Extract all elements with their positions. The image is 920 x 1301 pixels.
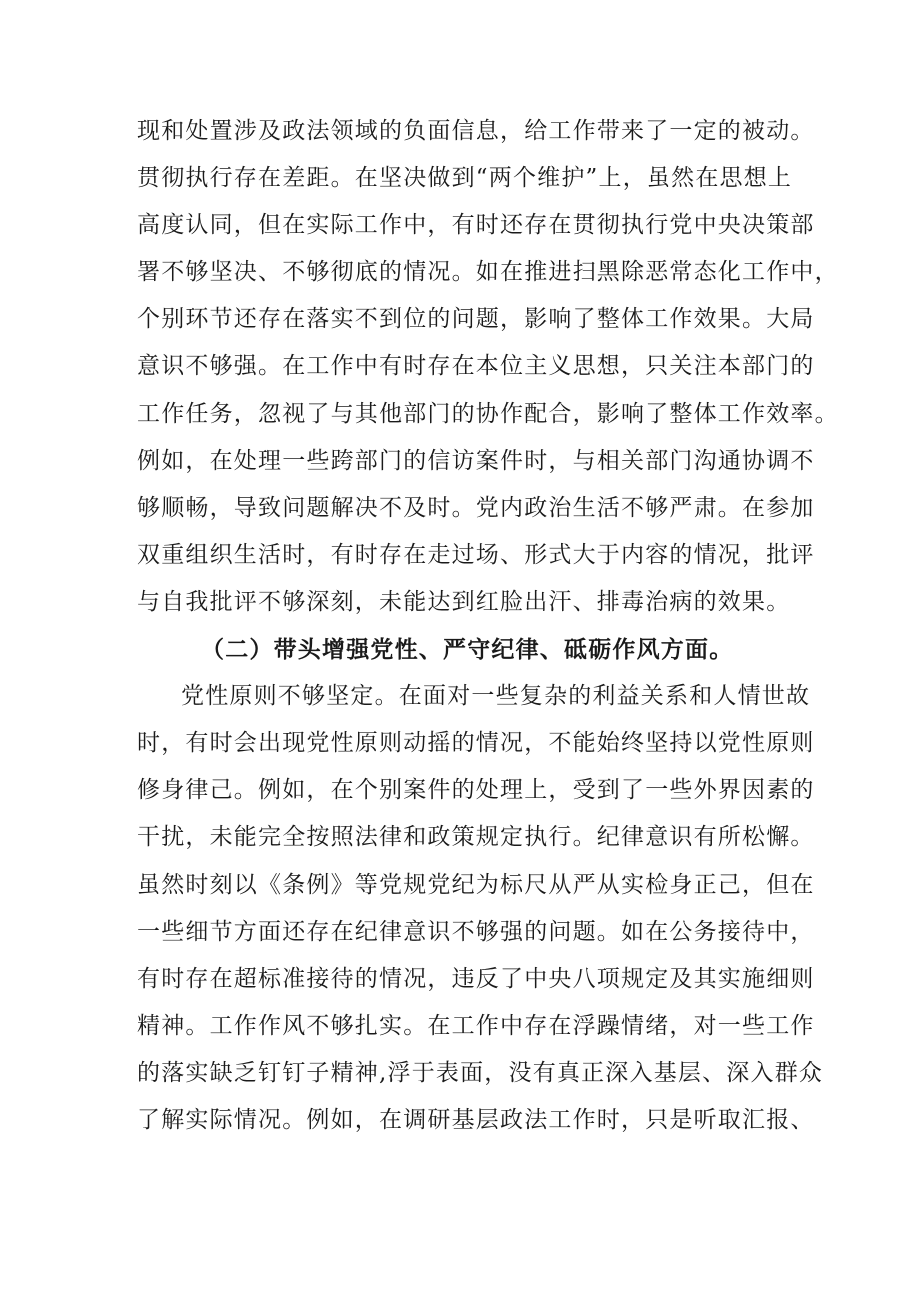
paragraph-line: 现和处置涉及政法领域的负面信息，给工作带来了一定的被动。 [137, 118, 815, 144]
paragraph-line: 双重组织生活时，有时存在走过场、形式大于内容的情况，批评 [137, 541, 815, 568]
paragraph-line: 工作任务，忽视了与其他部门的协作配合，影响了整体工作效率。 [137, 400, 839, 427]
paragraph-line: 意识不够强。在工作中有时存在本位主义思想，只关注本部门的 [137, 353, 815, 380]
paragraph-line: 了解实际情况。例如，在调研基层政法工作时，只是听取汇报、 [137, 1106, 815, 1133]
paragraph-line: 干扰，未能完全按照法律和政策规定执行。纪律意识有所松懈。 [137, 824, 815, 851]
paragraph-line: 署不够坚决、不够彻底的情况。如在推进扫黑除恶常态化工作中， [137, 259, 839, 286]
paragraph-line: 与自我批评不够深刻，未能达到红脸出汗、排毒治病的效果。 [137, 588, 791, 615]
paragraph-line: 一些细节方面还存在纪律意识不够强的问题。如在公务接待中， [137, 918, 815, 945]
paragraph-line: 精神。工作作风不够扎实。在工作中存在浮躁情绪，对一些工作 [137, 1012, 815, 1039]
paragraph-line: 有时存在超标准接待的情况，违反了中央八项规定及其实施细则 [137, 965, 815, 992]
paragraph-line: 虽然时刻以《条例》等党规党纪为标尺从严从实检身正己，但在 [137, 871, 815, 898]
document-body [137, 108, 839, 1144]
paragraph-first-line: 党性原则不够坚定。在面对一些复杂的利益关系和人情世故 [181, 683, 811, 710]
paragraph-line: 例如，在处理一些跨部门的信访案件时，与相关部门沟通协调不 [137, 447, 815, 474]
paragraph-line: 修身律己。例如，在个别案件的处理上，受到了一些外界因素的 [137, 777, 815, 804]
paragraph-line: 够顺畅，导致问题解决不及时。党内政治生活不够严肃。在参加 [137, 494, 815, 521]
paragraph-line: 时，有时会出现党性原则动摇的情况，不能始终坚持以党性原则 [137, 730, 815, 757]
paragraph-line: 的落实缺乏钉钉子精神,浮于表面，没有真正深入基层、深入群众 [137, 1059, 824, 1086]
paragraph-line: 高度认同，但在实际工作中，有时还存在贯彻执行党中央决策部 [137, 212, 815, 239]
paragraph-line: 个别环节还存在落实不到位的问题，影响了整体工作效果。大局 [137, 306, 815, 333]
paragraph-line: 贯彻执行存在差距。在坚决做到“两个维护”上，虽然在思想上 [137, 165, 793, 192]
section-heading: （二）带头增强党性、严守纪律、砥砺作风方面。 [201, 636, 734, 664]
